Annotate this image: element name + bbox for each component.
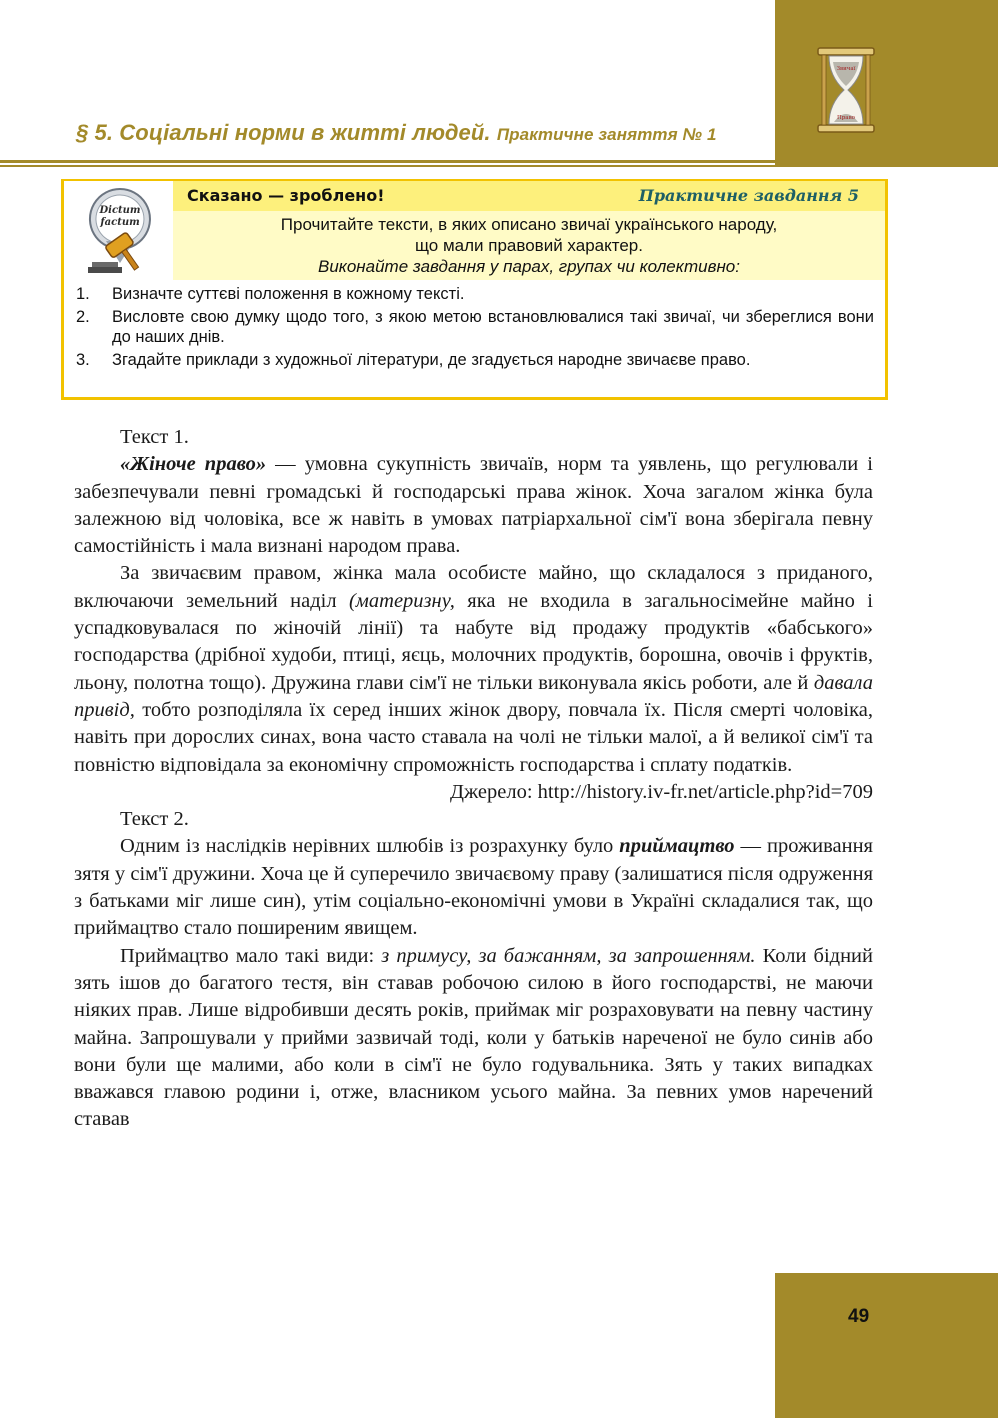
section-title <box>76 120 717 146</box>
text1-heading: Текст 1. <box>120 426 189 448</box>
text2-p1-text-b: — проживання зятя у сім'ї дружини. Хоча це й суперечило звичаєвому праву (залишатися після одруження з батьками міг лише син), утім соціально-економічні умови в Україні складалися так, що приймацтво стало поширеним явищем. <box>74 835 873 940</box>
page-number: 49 <box>848 1306 870 1327</box>
text2-p1-text-a: Одним із наслідків нерівних шлюбів із розрахунку було <box>120 835 620 858</box>
text1-source <box>74 779 873 806</box>
task-intro-line1: Прочитайте тексти, в яких описано звичаї українського народу, <box>280 215 778 234</box>
logo-text-factum: factum <box>100 217 140 228</box>
task-item <box>74 284 874 305</box>
text1-paragraph-2 <box>74 560 873 778</box>
text2-p2-text-a: Приймацтво мало такі види: <box>120 944 382 967</box>
task-item <box>74 307 874 348</box>
text1-p2-text-b: яка не входила в загальносімейне майно і успадковувалася по жіночій лінії) та набуте від продажу продуктів «бабського» господарства (дрібної худоби, птиці, яєць, молочних продуктів, борошна, овочів і фруктів, льону, полотна тощо). Дружина глави сім'ї не тільки виконувала якісь роботи, але й <box>74 589 874 694</box>
header-rule <box>0 160 775 163</box>
text2-heading: Текст 2. <box>120 808 189 831</box>
text2-p2-text-b: Коли бідний зять ішов до багатого тестя, він ставав робочою силою в його господарстві, не маючи ніяких прав. Лише відробивши десять років, приймак міг розраховувати на певну частину майна. Запрошували у прийми зазвичай тоді, коли у батьків нареченої не було синів або вони були ще малими, або коли в сім'ї не було годувальника. Зять у таких випадках вважався главою родини і, отже, власником усього майна. За певних умов наречений ставав <box>74 944 873 1131</box>
practical-task-box <box>61 179 888 400</box>
task-intro-line2: що мали правовий характер. <box>415 236 643 255</box>
task-name: Сказано — зроблено! <box>187 186 385 205</box>
task-intro <box>173 214 885 277</box>
source-label: Джерело <box>450 780 527 803</box>
task-label: Практичне завдання 5 <box>638 186 859 205</box>
text2-p2-types: з примусу, за бажанням, за запрошенням. <box>381 944 756 967</box>
section-title-main: § 5. Соціальні норми в житті людей. <box>76 120 491 145</box>
task-header <box>173 181 885 211</box>
text1-p2-term-materyzna: (материзну, <box>348 589 455 612</box>
text1-p2-text-c: тобто розподіляла їх серед інших жінок двору, повчала їх. Після смерті чоловіка, навіть при дорослих синах, вона часто ставала на чолі не тільки малої, а й великої сім'ї та повністю відповідала за економічну спроможність господарства і сплату податків. <box>74 698 873 776</box>
footer-gold-band <box>775 1273 998 1418</box>
text1-p2-text-a: За звичаєвим правом, жінка мала особисте майно, що складалося з приданого, включаючи земельний наділ <box>74 562 873 612</box>
text1-term: «Жіноче право» <box>120 453 267 476</box>
task-item-text: Згадайте приклади з художньої літератури, де згадується народне звичаєве право. <box>112 350 751 369</box>
section-title-sub: Практичне заняття № 1 <box>496 125 717 144</box>
header-rule-thin <box>0 165 998 167</box>
task-list <box>74 284 874 372</box>
hourglass-top-label: Звичаї <box>836 66 856 72</box>
dictum-factum-gavel-icon <box>78 185 162 277</box>
task-item-number: 1. <box>76 285 90 303</box>
hourglass-icon <box>816 46 876 134</box>
task-item-text: Визначте суттєві положення в кожному тексті. <box>112 285 465 303</box>
task-item-text: Висловте свою думку щодо того, з якою метою встановлювалися такі звичаї, чи збереглися вони до наших днів. <box>112 307 874 346</box>
source-url: : http://history.iv-fr.net/article.php?id=709 <box>526 780 873 803</box>
main-content <box>74 424 873 1134</box>
task-item-number: 3. <box>76 350 90 369</box>
task-instruction: Виконайте завдання у парах, групах чи колективно: <box>318 257 740 276</box>
task-item <box>74 350 874 371</box>
text1-p1-text: — умовна сукупність звичаїв, норм та уявлень, що регулювали і забезпечували певні громадські й господарські права жінок. Хоча загалом жінка була залежною від чоловіка, все ж навіть в умовах патріархальної сім'ї вона зберігала певну самостійність і мала визнані народом права. <box>74 453 874 558</box>
text1-paragraph-1 <box>74 451 873 560</box>
header-gold-band <box>775 0 998 166</box>
text2-term-pryimatstvo: приймацтво <box>619 835 735 858</box>
hourglass-bottom-label: Право <box>836 115 856 121</box>
task-item-number: 2. <box>76 307 90 326</box>
text1-p2-term-pryvid: давала привід, <box>74 671 873 721</box>
logo-text-dictum: Dictum <box>99 205 141 216</box>
text2-paragraph-1 <box>74 833 873 942</box>
text2-paragraph-2 <box>74 943 873 1134</box>
